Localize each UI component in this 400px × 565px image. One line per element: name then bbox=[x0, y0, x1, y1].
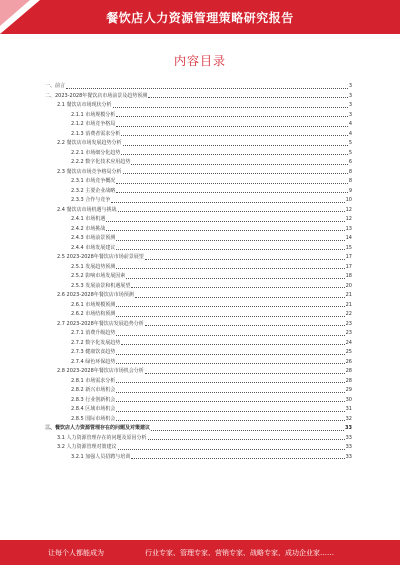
document-title: 餐饮店人力资源管理策略研究报告 bbox=[106, 11, 294, 25]
header-banner bbox=[0, 0, 400, 34]
toc-entry[interactable] bbox=[45, 261, 352, 271]
toc-entry-page: 32 bbox=[345, 415, 352, 422]
toc-leader-dots bbox=[116, 335, 344, 336]
table-of-contents bbox=[45, 80, 352, 460]
toc-entry-page: 22 bbox=[345, 311, 352, 317]
toc-leader-dots bbox=[121, 344, 344, 345]
toc-entry-title: 2.2.2 数字化技术应用趋势 bbox=[71, 159, 131, 165]
toc-leader-dots bbox=[116, 392, 344, 393]
toc-entry-title: 2.7.3 健康饮食趋势 bbox=[71, 349, 116, 355]
toc-entry-title: 2.4.2 市场挑战 bbox=[71, 225, 106, 232]
toc-leader-dots bbox=[135, 297, 345, 298]
toc-leader-dots bbox=[118, 211, 345, 212]
toc-entry-title: 三、餐饮店人力资源管理存在的问题及对策建议 bbox=[45, 425, 151, 431]
toc-entry[interactable] bbox=[45, 346, 352, 356]
toc-entry-page: 3 bbox=[348, 83, 352, 89]
toc-entry-page: 30 bbox=[345, 396, 352, 403]
toc-entry[interactable] bbox=[45, 128, 352, 138]
toc-entry-title: 2.7 2023-2028年餐饮店发展趋势分析 bbox=[57, 320, 144, 327]
toc-entry[interactable] bbox=[45, 365, 352, 375]
toc-entry-page: 12 bbox=[345, 206, 352, 213]
toc-leader-dots bbox=[145, 259, 345, 260]
toc-entry-title: 2.5.2 影响市场发展因素 bbox=[71, 273, 126, 279]
toc-entry-title: 2.1 餐饮店市场现状分析 bbox=[57, 102, 112, 108]
toc-entry[interactable] bbox=[45, 327, 352, 337]
toc-entry-page: 13 bbox=[345, 225, 352, 232]
toc-leader-dots bbox=[116, 192, 348, 193]
toc-heading: 内容目录 bbox=[173, 54, 226, 68]
toc-entry-title: 2.2 餐饮店市场发展趋势分析 bbox=[57, 140, 122, 146]
toc-entry-title: 2.6 2023-2028年餐饮店市场预测 bbox=[57, 292, 134, 298]
toc-entry[interactable] bbox=[45, 223, 352, 233]
toc-entry-page: 28 bbox=[345, 377, 352, 384]
toc-entry[interactable] bbox=[45, 80, 352, 90]
toc-entry-title: 二、2023-2028年餐饮店市场前景及趋势预测 bbox=[45, 92, 148, 99]
toc-entry[interactable] bbox=[45, 432, 352, 442]
toc-leader-dots bbox=[116, 363, 344, 364]
toc-entry-page: 29 bbox=[345, 387, 352, 393]
toc-leader-dots bbox=[121, 135, 348, 136]
toc-leader-dots bbox=[116, 268, 344, 269]
toc-leader-dots bbox=[113, 107, 348, 108]
toc-entry-page: 15 bbox=[345, 244, 352, 251]
toc-entry-title: 3.2 人力资源管理对策建议 bbox=[57, 444, 117, 450]
footer-banner bbox=[0, 540, 400, 565]
toc-entry-page: 21 bbox=[345, 292, 352, 298]
toc-entry-page: 8 bbox=[348, 178, 352, 184]
toc-entry-page: 33 bbox=[345, 425, 352, 431]
toc-leader-dots bbox=[116, 420, 344, 421]
toc-entry[interactable] bbox=[45, 394, 352, 404]
toc-leader-dots bbox=[123, 145, 348, 146]
toc-entry[interactable] bbox=[45, 308, 352, 318]
toc-entry-title: 2.4.4 市场发展建议 bbox=[71, 244, 116, 251]
toc-entry-title: 2.8.5 国际市场机会 bbox=[71, 415, 116, 422]
toc-entry-page: 25 bbox=[345, 349, 352, 355]
toc-entry-title: 一、前言 bbox=[45, 83, 66, 89]
toc-entry-title: 2.1.3 消费者需求分析 bbox=[71, 130, 121, 137]
toc-leader-dots bbox=[116, 183, 348, 184]
footer-slogan-right: 行业专家、管理专家、营销专家、战略专家、成功企业家…… bbox=[145, 549, 334, 557]
toc-entry[interactable] bbox=[45, 280, 352, 290]
toc-entry[interactable] bbox=[45, 194, 352, 204]
toc-leader-dots bbox=[116, 354, 344, 355]
toc-entry-page: 21 bbox=[345, 301, 352, 308]
toc-entry-title: 2.8 2023-2028年餐饮店市场机会分析 bbox=[57, 368, 144, 374]
toc-entry[interactable] bbox=[45, 413, 352, 423]
toc-entry[interactable] bbox=[45, 422, 352, 432]
toc-leader-dots bbox=[131, 458, 344, 459]
toc-leader-dots bbox=[145, 325, 345, 326]
toc-entry-title: 2.4 餐饮店市场机遇与挑战 bbox=[57, 206, 117, 213]
toc-entry-title: 2.4.1 市场机遇 bbox=[71, 216, 106, 222]
toc-entry-title: 2.8.3 行业创新机会 bbox=[71, 396, 116, 403]
toc-entry-title: 2.3.3 合作与竞争 bbox=[71, 197, 111, 203]
toc-entry[interactable] bbox=[45, 384, 352, 394]
toc-leader-dots bbox=[116, 249, 344, 250]
toc-entry[interactable] bbox=[45, 356, 352, 366]
toc-leader-dots bbox=[151, 430, 344, 431]
toc-entry-title: 2.8.2 新兴市场机会 bbox=[71, 387, 116, 393]
toc-entry-page: 3 bbox=[348, 92, 352, 99]
toc-leader-dots bbox=[126, 278, 344, 279]
toc-entry[interactable] bbox=[45, 166, 352, 176]
toc-entry[interactable] bbox=[45, 99, 352, 109]
toc-entry-page: 23 bbox=[345, 330, 352, 336]
toc-entry-title: 2.1.1 市场规模分析 bbox=[71, 111, 116, 118]
toc-entry[interactable] bbox=[45, 90, 352, 100]
toc-entry[interactable] bbox=[45, 175, 352, 185]
toc-entry-title: 2.5.3 发展前景和机遇展望 bbox=[71, 282, 131, 289]
toc-entry-title: 2.5.1 发展趋势预测 bbox=[71, 263, 116, 270]
toc-entry-page: 17 bbox=[345, 254, 352, 260]
toc-entry[interactable] bbox=[45, 318, 352, 328]
toc-entry-page: 28 bbox=[345, 368, 352, 374]
toc-leader-dots bbox=[148, 439, 345, 440]
toc-entry-page: 8 bbox=[348, 168, 352, 175]
toc-entry-title: 2.4.3 市场前景预测 bbox=[71, 235, 116, 241]
toc-leader-dots bbox=[116, 240, 344, 241]
toc-leader-dots bbox=[116, 316, 344, 317]
toc-leader-dots bbox=[131, 164, 347, 165]
toc-entry-page: 20 bbox=[345, 282, 352, 289]
toc-entry-page: 4 bbox=[348, 130, 352, 137]
toc-entry[interactable] bbox=[45, 213, 352, 223]
footer-slogan-left: 让每个人都能成为 bbox=[48, 549, 104, 557]
toc-entry[interactable] bbox=[45, 109, 352, 119]
toc-entry-page: 14 bbox=[345, 235, 352, 241]
toc-leader-dots bbox=[111, 202, 344, 203]
toc-entry-title: 2.7.4 绿色环保趋势 bbox=[71, 358, 116, 365]
toc-entry-title: 2.7.2 数字化发展趋势 bbox=[71, 339, 121, 346]
toc-entry-page: 33 bbox=[345, 444, 352, 450]
toc-entry-page: 33 bbox=[345, 434, 352, 441]
toc-entry-page: 33 bbox=[345, 453, 352, 460]
toc-entry[interactable] bbox=[45, 147, 352, 157]
toc-entry[interactable] bbox=[45, 375, 352, 385]
toc-entry-title: 2.1.2 市场竞争格局 bbox=[71, 121, 116, 127]
toc-entry[interactable] bbox=[45, 204, 352, 214]
toc-leader-dots bbox=[116, 126, 348, 127]
toc-leader-dots bbox=[123, 173, 348, 174]
toc-entry[interactable] bbox=[45, 403, 352, 413]
toc-leader-dots bbox=[66, 88, 348, 89]
toc-leader-dots bbox=[116, 306, 344, 307]
toc-entry-title: 2.7.1 消费升级趋势 bbox=[71, 330, 116, 336]
toc-entry-title: 2.6.2 市场结构预测 bbox=[71, 311, 116, 317]
toc-entry-title: 2.3.2 主要企业战略 bbox=[71, 187, 116, 194]
toc-entry-page: 31 bbox=[345, 406, 352, 412]
toc-entry-page: 18 bbox=[345, 273, 352, 279]
toc-entry-title: 2.2.1 市场细分化趋势 bbox=[71, 149, 121, 156]
toc-entry-page: 24 bbox=[345, 339, 352, 346]
toc-entry-page: 6 bbox=[348, 159, 352, 165]
toc-entry-page: 5 bbox=[348, 149, 352, 156]
toc-entry-page: 23 bbox=[345, 320, 352, 327]
toc-entry[interactable] bbox=[45, 337, 352, 347]
toc-entry-page: 10 bbox=[345, 197, 352, 203]
toc-entry-page: 3 bbox=[348, 111, 352, 118]
toc-entry[interactable] bbox=[45, 441, 352, 451]
toc-entry-title: 2.3.1 市场竞争概况 bbox=[71, 178, 116, 184]
toc-leader-dots bbox=[145, 373, 345, 374]
toc-leader-dots bbox=[106, 230, 344, 231]
toc-entry-page: 4 bbox=[348, 121, 352, 127]
toc-entry-page: 3 bbox=[348, 102, 352, 108]
toc-leader-dots bbox=[116, 382, 344, 383]
toc-entry[interactable] bbox=[45, 118, 352, 128]
toc-entry-page: 12 bbox=[345, 216, 352, 222]
toc-entry-title: 2.5 2023-2028年餐饮店市场前景展望 bbox=[57, 254, 144, 260]
toc-entry[interactable] bbox=[45, 232, 352, 242]
toc-entry[interactable] bbox=[45, 185, 352, 195]
toc-entry-title: 2.8.4 区域市场机会 bbox=[71, 406, 116, 412]
toc-entry[interactable] bbox=[45, 156, 352, 166]
toc-leader-dots bbox=[148, 97, 348, 98]
toc-leader-dots bbox=[116, 116, 348, 117]
toc-leader-dots bbox=[121, 154, 348, 155]
toc-entry[interactable] bbox=[45, 299, 352, 309]
toc-entry[interactable] bbox=[45, 289, 352, 299]
toc-leader-dots bbox=[118, 449, 345, 450]
toc-leader-dots bbox=[116, 411, 344, 412]
toc-entry-title: 2.6.1 市场规模预测 bbox=[71, 301, 116, 308]
toc-leader-dots bbox=[116, 401, 344, 402]
toc-entry-page: 5 bbox=[348, 140, 352, 146]
toc-entry-title: 2.3 餐饮店市场竞争格局分析 bbox=[57, 168, 122, 175]
toc-leader-dots bbox=[131, 287, 344, 288]
toc-entry-title: 2.8.1 市场需求分析 bbox=[71, 377, 116, 384]
toc-entry-page: 9 bbox=[348, 187, 352, 194]
toc-entry-title: 3.2.1 加强人员招聘与培训 bbox=[71, 453, 131, 460]
toc-entry[interactable] bbox=[45, 451, 352, 461]
toc-entry-title: 3.1 人力资源管理存在的问题及原因分析 bbox=[57, 434, 147, 441]
toc-entry[interactable] bbox=[45, 270, 352, 280]
toc-entry-page: 17 bbox=[345, 263, 352, 270]
toc-entry[interactable] bbox=[45, 242, 352, 252]
toc-entry-page: 26 bbox=[345, 358, 352, 365]
toc-entry[interactable] bbox=[45, 251, 352, 261]
toc-entry[interactable] bbox=[45, 137, 352, 147]
toc-leader-dots bbox=[106, 221, 344, 222]
